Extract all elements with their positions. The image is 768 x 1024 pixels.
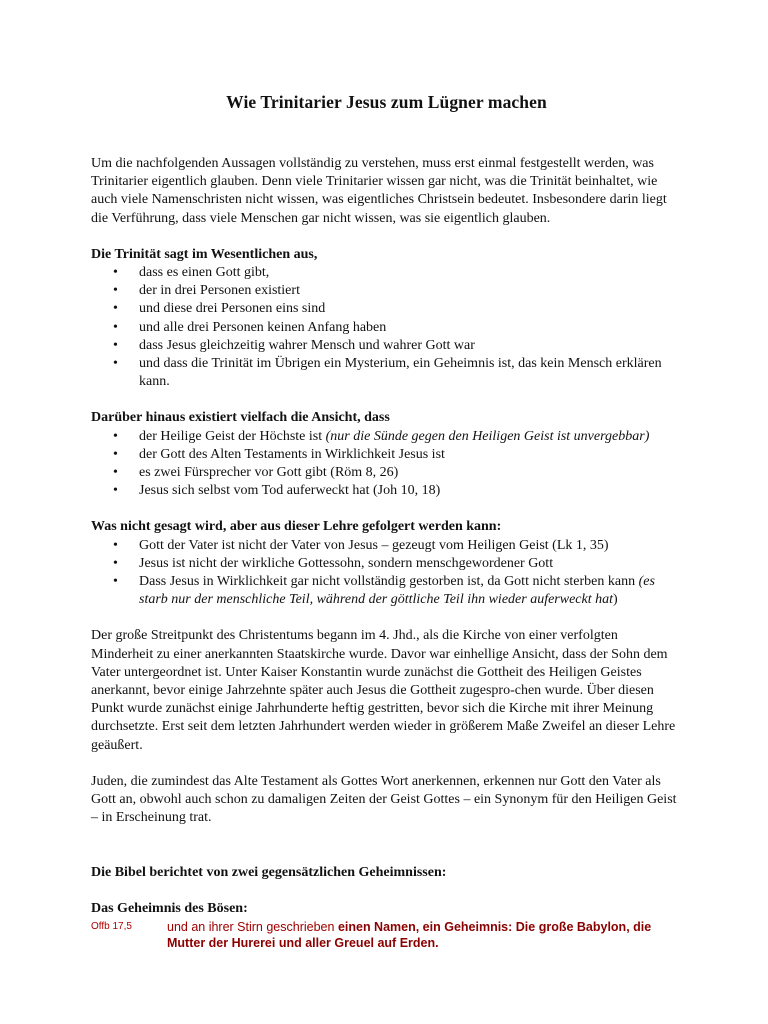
section-trinity-heading: Die Trinität sagt im Wesentlichen aus, (91, 246, 318, 262)
conclusion-list (91, 537, 682, 610)
list-item: • der Heilige Geist der Höchste ist (nur die Sünde gegen den Heiligen Geist ist unvergebbar) (91, 428, 682, 446)
list-item: • Gott der Vater ist nicht der Vater von Jesus – gezeugt vom Heiligen Geist (Lk 1, 35) (91, 537, 682, 555)
bullet-icon: • (113, 574, 118, 590)
section-conclusion-heading: Was nicht gesagt wird, aber aus dieser Lehre gefolgert werden kann: (91, 519, 502, 535)
list-item: • und dass die Trinität im Übrigen ein Mysterium, ein Geheimnis ist, das kein Mensch erklären kann. (113, 356, 662, 390)
list-item: • Jesus sich selbst vom Tod auferweckt hat (Joh 10, 18) (91, 482, 682, 500)
list-item: • der in drei Personen existiert (91, 282, 682, 300)
bullet-icon: • (113, 428, 118, 444)
bullet-icon: • (113, 537, 118, 553)
bullet-icon: • (113, 319, 118, 335)
evil-mystery-heading: Das Geheimnis des Bösen: (91, 900, 248, 916)
verse-reference: Offb 17,5 (91, 920, 132, 932)
list-item: • der Gott des Alten Testaments in Wirklichkeit Jesus ist (91, 446, 682, 464)
bullet-icon: • (113, 465, 118, 481)
list-item: • dass Jesus gleichzeitig wahrer Mensch und wahrer Gott war (91, 337, 682, 355)
bullet-icon: • (113, 283, 118, 299)
verse-text: und an ihrer Stirn geschrieben einen Namen, ein Geheimnis: Die große Babylon, die Mutter der Hurerei und aller Greuel auf Erden. (167, 919, 652, 951)
trinity-list (91, 264, 682, 391)
bible-heading: Die Bibel berichtet von zwei gegensätzlichen Geheimnissen: (91, 864, 447, 880)
list-item: • Dass Jesus in Wirklichkeit gar nicht vollständig gestorben ist, da Gott nicht sterben kann (es starb nur der menschliche Teil, während der göttliche Teil ihn wieder auferweckt hat) (113, 574, 655, 608)
bullet-icon: • (113, 301, 118, 317)
bullet-icon: • (113, 265, 118, 281)
intro-paragraph: Um die nachfolgenden Aussagen vollständig zu verstehen, muss erst einmal festgestellt werden, was Trinitarier eigentlich glauben. Denn viele Trinitarier wissen gar nicht, was die Trinität beinhaltet, wie auch viele Namenschristen nicht wissen, was eigentliches Christsein bedeutet. Insbesondere darin liegt die Verführung, dass viele Menschen gar nicht wissen, was sie eigentlich glauben. (91, 156, 667, 226)
list-item: • und diese drei Personen eins sind (91, 300, 682, 318)
jews-paragraph: Juden, die zumindest das Alte Testament als Gottes Wort anerkennen, erkennen nur Gott den Vater als Gott an, obwohl auch schon zu damaligen Zeiten der Geist Gottes – ein Synonym für den Heiligen Geist – in Erscheinung trat. (91, 773, 677, 826)
list-item: • dass es einen Gott gibt, (91, 264, 682, 282)
bullet-icon: • (113, 337, 118, 353)
bullet-icon: • (113, 356, 118, 372)
bullet-icon: • (113, 483, 118, 499)
history-paragraph: Der große Streitpunkt des Christentums begann im 4. Jhd., als die Kirche von einer verfolgten Minderheit zu einer anerkannten Staatskirche wurde. Davor war einhellige Ansicht, dass der Sohn dem Vater untergeordnet ist. Unter Kaiser Konstantin wurde zunächst die Gottheit des Heiligen Geistes anerkannt, bevor einige Jahrzehnte später auch Jesus die Gottheit zugespro-chen wurde. Über diesen Punkt wurde zunächst einige Jahrhunderte heftig gestritten, bevor sich die Kirche mit ihrer Meinung durchsetzte. Erst seit dem letzten Jahrhundert werden wieder in größerem Maße Zweifel an dieser Lehre geäußert. (91, 628, 676, 753)
list-item: • Jesus ist nicht der wirkliche Gottessohn, sondern menschgewordener Gott (91, 555, 682, 573)
list-item: • es zwei Fürsprecher vor Gott gibt (Röm 8, 26) (91, 464, 682, 482)
bible-verse (91, 919, 682, 952)
section-view-heading: Darüber hinaus existiert vielfach die Ansicht, dass (91, 410, 390, 426)
document-title: Wie Trinitarier Jesus zum Lügner machen (226, 92, 547, 112)
bullet-icon: • (113, 555, 118, 571)
list-item: • und alle drei Personen keinen Anfang haben (91, 319, 682, 337)
bullet-icon: • (113, 446, 118, 462)
view-list (91, 428, 682, 501)
